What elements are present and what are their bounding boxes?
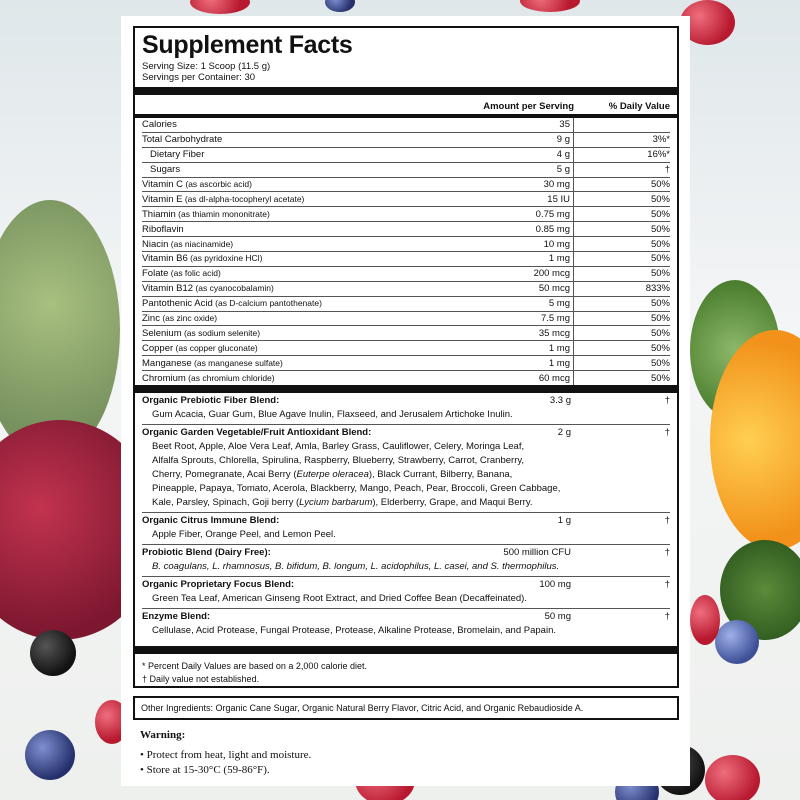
nutrient-amount: 200 mcg xyxy=(533,268,570,280)
nutrient-amount: 0.75 mg xyxy=(535,208,570,220)
dv-header: % Daily Value xyxy=(608,101,670,112)
blend-ingredients: Apple Fiber, Orange Peel, and Lemon Peel. xyxy=(152,529,336,541)
nutrient-name xyxy=(142,149,486,160)
nutrient-label: Niacin xyxy=(142,238,169,250)
blend-amount: 500 million CFU xyxy=(503,547,571,559)
blend-amount: 100 mg xyxy=(539,579,571,591)
nutrient-label: Zinc xyxy=(142,313,160,325)
column-header xyxy=(142,99,670,114)
supplement-facts-panel xyxy=(133,26,679,688)
nutrient-name xyxy=(142,164,486,175)
raspberry-image xyxy=(705,755,760,800)
blend-dv: † xyxy=(664,395,670,407)
nutrient-source: (as dl-alpha-tocopheryl acetate) xyxy=(182,193,305,204)
nutrient-source: (as folic acid) xyxy=(168,268,221,279)
nutrient-label: Sugars xyxy=(150,164,181,176)
blueberry-image xyxy=(25,730,75,780)
nutrient-row xyxy=(142,237,670,252)
nutrient-amount: 1 mg xyxy=(548,253,570,265)
warning-title: Warning: xyxy=(140,729,186,741)
thick-divider xyxy=(135,87,677,95)
warning-section xyxy=(140,728,311,779)
warning-item: • Store at 15-30°C (59-86°F). xyxy=(140,764,270,776)
nutrient-row xyxy=(142,207,670,222)
nutrient-row xyxy=(142,267,670,282)
nutrient-dv: 50% xyxy=(573,252,670,266)
blend-block xyxy=(142,393,670,425)
blackberry-image xyxy=(30,630,76,676)
nutrient-dv: 50% xyxy=(573,371,670,385)
nutrient-name xyxy=(142,239,486,250)
servings-per-container: Servings per Container: 30 xyxy=(142,72,256,83)
blend-amount: 2 g xyxy=(557,427,571,439)
footnote-dv: * Percent Daily Values are based on a 2,000 calorie diet. xyxy=(142,661,367,672)
nutrient-label: Calories xyxy=(142,119,177,131)
blend-dv: † xyxy=(664,611,670,623)
blend-dv: † xyxy=(664,579,670,591)
nutrient-label: Manganese xyxy=(142,357,192,369)
nutrient-dv: 50% xyxy=(573,267,670,281)
nutrient-row xyxy=(142,371,670,385)
nutrient-dv: 50% xyxy=(573,312,670,326)
blend-amount: 3.3 g xyxy=(549,395,571,407)
nutrient-amount: 30 mg xyxy=(543,179,570,190)
nutrient-amount: 5 mg xyxy=(548,298,570,310)
blend-ingredients: Alfalfa Sprouts, Chlorella, Spirulina, Raspberry, Blueberry, Strawberry, Carrot, Cranberry, xyxy=(152,455,525,467)
blend-ingredients: Pineapple, Papaya, Tomato, Acerola, Blackberry, Mango, Peach, Pear, Broccoli, Green Cabbage, xyxy=(152,483,561,495)
nutrient-dv: 50% xyxy=(573,237,670,251)
strawberry-image xyxy=(690,595,720,645)
nutrient-amount: 5 g xyxy=(556,164,570,176)
nutrient-source: (as copper gluconate) xyxy=(173,342,258,353)
nutrient-table xyxy=(142,118,670,385)
nutrient-label: Folate xyxy=(142,268,169,280)
nutrient-amount: 4 g xyxy=(556,149,570,161)
nutrient-row xyxy=(142,326,670,341)
blend-name: Probiotic Blend (Dairy Free): xyxy=(142,547,271,559)
blend-block xyxy=(142,425,670,513)
nutrient-amount: 1 mg xyxy=(548,357,570,369)
nutrient-row xyxy=(142,222,670,237)
nutrient-label: Vitamin E xyxy=(142,193,183,205)
blend-list xyxy=(142,393,670,640)
nutrient-dv: 833% xyxy=(573,282,670,296)
nutrient-source: (as cyanocobalamin) xyxy=(193,283,274,294)
nutrient-name xyxy=(142,134,486,145)
nutrient-amount: 9 g xyxy=(556,134,570,146)
blend-amount: 50 mg xyxy=(544,611,571,623)
nutrient-amount: 15 IU xyxy=(547,193,570,205)
nutrient-name xyxy=(142,224,486,235)
amount-header: Amount per Serving xyxy=(483,101,574,112)
blend-ingredients: Cherry, Pomegranate, Acai Berry (Euterpe oleracea), Black Currant, Bilberry, Banana, xyxy=(152,469,513,481)
panel-title: Supplement Facts xyxy=(142,31,353,59)
nutrient-name xyxy=(142,268,486,279)
nutrient-dv: 50% xyxy=(573,326,670,340)
nutrient-amount: 7.5 mg xyxy=(540,313,570,325)
nutrient-dv: 50% xyxy=(573,178,670,192)
blueberry-image xyxy=(715,620,759,664)
nutrient-row xyxy=(142,341,670,356)
nutrient-amount: 1 mg xyxy=(548,342,570,354)
nutrient-row xyxy=(142,282,670,297)
blend-dv: † xyxy=(664,547,670,559)
blend-name: Organic Citrus Immune Blend: xyxy=(142,515,280,527)
nutrient-label: Vitamin B12 xyxy=(142,283,194,295)
blend-block xyxy=(142,609,670,640)
nutrient-source: (as niacinamide) xyxy=(168,238,234,249)
nutrient-dv: 50% xyxy=(573,297,670,311)
thick-divider xyxy=(135,646,677,654)
nutrient-name xyxy=(142,194,486,205)
nutrient-row xyxy=(142,297,670,312)
nutrient-amount: 35 xyxy=(559,119,570,131)
nutrient-source: (as pyridoxine HCl) xyxy=(187,253,263,264)
nutrient-dv: 50% xyxy=(573,222,670,236)
blend-dv: † xyxy=(664,427,670,439)
nutrient-name xyxy=(142,298,486,309)
nutrient-row xyxy=(142,312,670,327)
nutrient-amount: 50 mcg xyxy=(538,283,570,295)
nutrient-row xyxy=(142,163,670,178)
nutrient-row xyxy=(142,192,670,207)
nutrient-label: Dietary Fiber xyxy=(150,149,205,161)
nutrient-label: Vitamin B6 xyxy=(142,253,188,265)
nutrient-dv: 3%* xyxy=(573,133,670,147)
blend-ingredients: Gum Acacia, Guar Gum, Blue Agave Inulin, Flaxseed, and Jerusalem Artichoke Inulin. xyxy=(152,409,513,421)
nutrient-dv: 50% xyxy=(573,192,670,206)
raspberry-image xyxy=(520,0,580,12)
nutrient-dv xyxy=(573,118,670,132)
nutrient-label: Pantothenic Acid xyxy=(142,298,213,310)
blend-ingredients: Cellulase, Acid Protease, Fungal Protease, Protease, Alkaline Protease, Bromelain, and Papain. xyxy=(152,625,556,637)
blend-name: Organic Garden Vegetable/Fruit Antioxidant Blend: xyxy=(142,427,372,439)
nutrient-source: (as chromium chloride) xyxy=(185,372,275,383)
blend-amount: 1 g xyxy=(557,515,571,527)
nutrient-label: Selenium xyxy=(142,327,182,339)
nutrient-row xyxy=(142,148,670,163)
nutrient-name xyxy=(142,253,486,264)
nutrient-dv: 16%* xyxy=(573,148,670,162)
raspberry-image xyxy=(190,0,250,14)
blend-block xyxy=(142,545,670,577)
nutrient-amount: 10 mg xyxy=(543,238,570,250)
footnote-dagger: † Daily value not established. xyxy=(142,674,260,685)
nutrient-source: (as D-calcium pantothenate) xyxy=(212,298,322,309)
nutrient-label: Riboflavin xyxy=(142,223,184,235)
nutrient-name xyxy=(142,313,486,324)
nutrient-label: Chromium xyxy=(142,372,186,384)
nutrient-row xyxy=(142,252,670,267)
nutrient-name xyxy=(142,328,486,339)
nutrient-dv: 50% xyxy=(573,341,670,355)
nutrient-source: (as manganese sulfate) xyxy=(191,357,283,368)
blend-ingredients: B. coagulans, L. rhamnosus, B. bifidum, B. longum, L. acidophilus, L. casei, and S. thermophilus. xyxy=(152,561,560,573)
nutrient-row xyxy=(142,178,670,193)
warning-item: • Protect from heat, light and moisture. xyxy=(140,748,312,761)
nutrient-row xyxy=(142,356,670,371)
nutrient-name xyxy=(142,283,486,294)
serving-size: Serving Size: 1 Scoop (11.5 g) xyxy=(142,61,271,72)
other-ingredients: Other Ingredients: Organic Cane Sugar, Organic Natural Berry Flavor, Citric Acid, and Organic Rebaudioside A. xyxy=(133,696,679,720)
blueberry-image xyxy=(325,0,355,12)
blend-ingredients: Kale, Parsley, Spinach, Goji berry (Lycium barbarum), Elderberry, Grape, and Maqui Berry. xyxy=(152,497,533,509)
nutrient-source: (as zinc oxide) xyxy=(159,313,218,324)
nutrient-label: Copper xyxy=(142,342,174,354)
nutrient-name xyxy=(142,209,486,220)
nutrient-dv: 50% xyxy=(573,207,670,221)
nutrient-source: (as thiamin mononitrate) xyxy=(175,208,270,219)
nutrient-label: Vitamin C xyxy=(142,179,184,190)
nutrient-source: (as sodium selenite) xyxy=(181,327,261,338)
nutrient-amount: 0.85 mg xyxy=(535,223,570,235)
nutrient-name xyxy=(142,358,486,369)
blend-dv: † xyxy=(664,515,670,527)
nutrient-amount: 35 mcg xyxy=(538,327,570,339)
blend-ingredients: Green Tea Leaf, American Ginseng Root Extract, and Dried Coffee Bean (Decaffeinated). xyxy=(152,593,527,605)
nutrient-name xyxy=(142,373,486,384)
nutrient-amount: 60 mcg xyxy=(538,372,570,384)
blend-name: Organic Prebiotic Fiber Blend: xyxy=(142,395,280,407)
nutrient-row xyxy=(142,118,670,133)
nutrient-dv: † xyxy=(573,163,670,177)
nutrient-row xyxy=(142,133,670,148)
footnotes xyxy=(142,654,670,686)
nutrient-name xyxy=(142,343,486,354)
blend-block xyxy=(142,577,670,609)
blend-ingredients: Beet Root, Apple, Aloe Vera Leaf, Amla, Barley Grass, Cauliflower, Celery, Moringa Leaf, xyxy=(152,441,525,453)
nutrient-label: Total Carbohydrate xyxy=(142,134,223,146)
nutrient-dv: 50% xyxy=(573,356,670,370)
nutrient-name xyxy=(142,179,486,190)
blend-name: Organic Proprietary Focus Blend: xyxy=(142,579,295,591)
nutrient-label: Thiamin xyxy=(142,208,176,220)
nutrient-source: (as ascorbic acid) xyxy=(183,179,252,189)
blend-block xyxy=(142,513,670,545)
blend-name: Enzyme Blend: xyxy=(142,611,211,623)
nutrient-name xyxy=(142,119,486,130)
thick-divider xyxy=(135,385,677,393)
